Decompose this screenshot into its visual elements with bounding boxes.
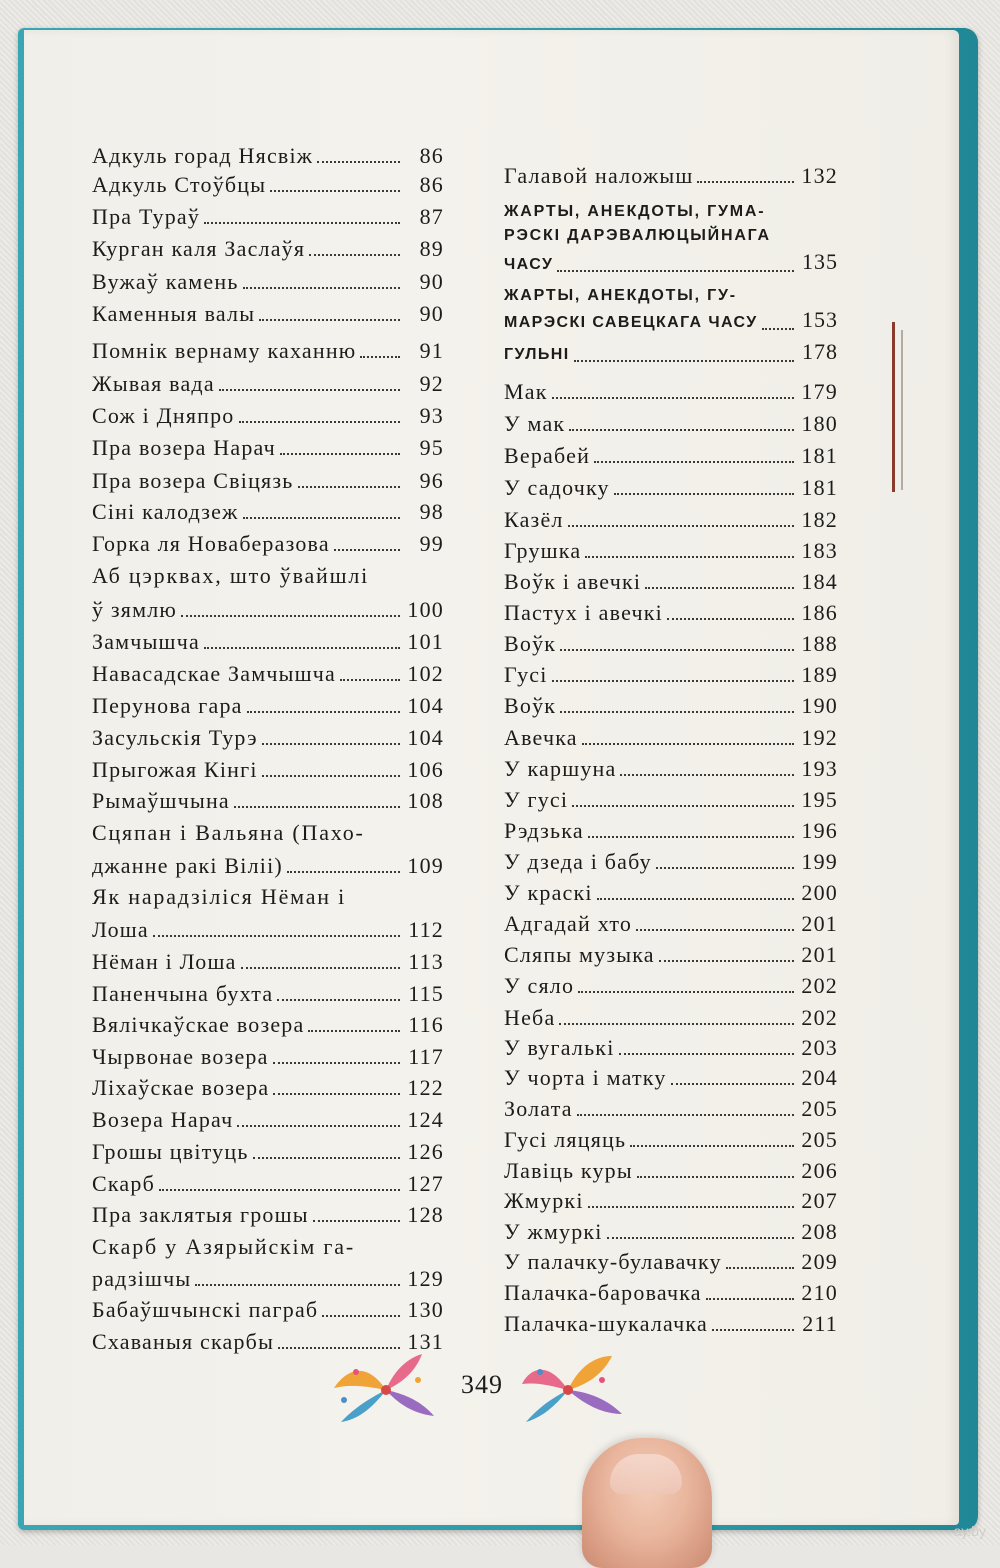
toc-entry-title: ЧАСУ [504,256,554,273]
dot-leader [697,181,794,183]
toc-page-number: 122 [407,1075,444,1100]
toc-entry-title: У мак [504,411,566,436]
toc-page-number: 90 [419,301,444,326]
dot-leader [578,991,794,993]
dot-leader [262,743,400,745]
toc-entry [504,848,838,876]
toc-entry [92,171,444,199]
toc-entry [92,916,444,944]
toc-page-number: 183 [801,538,838,563]
toc-entry-title: Замчышча [92,629,200,654]
toc-page-number: 206 [801,1158,838,1183]
dot-leader [637,1176,794,1178]
toc-entry [92,235,444,263]
dot-leader [219,389,400,391]
toc-page-number: 90 [419,269,444,294]
toc-entry [92,370,444,398]
toc-entry [92,434,444,462]
toc-entry [504,1126,838,1154]
dot-leader [159,1189,400,1191]
toc-entry-line [92,562,444,590]
toc-entry [504,474,838,502]
toc-page-number: 91 [419,338,444,363]
dot-leader [153,935,400,937]
toc-entry-title: Засульскія Турэ [92,725,258,750]
dot-leader [568,525,794,527]
dot-leader [308,1030,400,1032]
dot-leader [671,1083,794,1085]
toc-entry-title: ГУЛЬНІ [504,346,570,363]
toc-entry-title: У гусі [504,787,569,812]
toc-page-number: 202 [801,1005,838,1030]
toc-entry [504,630,838,658]
toc-entry-title: ў зямлю [92,597,178,622]
toc-page-number: 181 [801,443,838,468]
toc-entry [504,1004,838,1032]
toc-entry-title: У краскі [504,880,593,905]
dot-leader [278,1347,400,1349]
toc-entry-title: ЖАРТЫ, АНЕКДОТЫ, ГУ- [504,287,737,304]
toc-entry [504,1248,838,1276]
toc-entry-title: радзішчы [92,1266,192,1291]
toc-entry-title: Рымаўшчына [92,788,230,813]
toc-entry [92,402,444,430]
toc-entry [504,817,838,845]
toc-entry-title: Гусі ляцяць [504,1127,627,1152]
dot-leader [630,1145,794,1147]
toc-entry [504,1218,838,1246]
toc-entry-line [92,883,444,911]
dot-leader [656,867,794,869]
toc-page-number: 153 [802,307,838,332]
dot-leader [241,967,400,969]
dot-leader [572,805,794,807]
toc-page-number: 205 [801,1127,838,1152]
toc-entry-title: Лоша [92,917,149,942]
toc-entry [92,787,444,815]
toc-page-number: 180 [801,411,838,436]
toc-page-number: 195 [801,787,838,812]
toc-entry [92,498,444,526]
dot-leader [607,1237,794,1239]
toc-entry [92,1138,444,1166]
toc-entry [504,972,838,1000]
toc-page-number: 190 [801,693,838,718]
dot-leader [552,397,794,399]
toc-entry [504,941,838,969]
toc-entry [504,306,838,337]
dot-leader [588,1206,794,1208]
toc-page-number: 86 [419,172,444,197]
toc-page-number: 200 [801,880,838,905]
toc-page-number: 126 [407,1139,444,1164]
toc-entry-title: Скарб [92,1171,155,1196]
dot-leader [706,1298,794,1300]
toc-entry-title: МАРЭСКІ САВЕЦКАГА ЧАСУ [504,314,758,331]
toc-entry [504,506,838,534]
dot-leader [574,360,794,362]
toc-entry-title: ЖАРТЫ, АНЕКДОТЫ, ГУМА- [504,203,766,220]
dot-leader [298,486,401,488]
toc-entry-title: Жмуркі [504,1188,584,1213]
toc-page-number: 92 [419,371,444,396]
toc-page-number: 108 [407,788,444,813]
toc-entry [504,661,838,689]
toc-entry-title: У каршуна [504,756,617,781]
toc-page-number: 112 [408,917,444,942]
folk-ornament-left [326,1350,446,1430]
dot-leader [259,319,400,321]
toc-entry [92,756,444,784]
toc-page-number: 89 [419,236,444,261]
dot-leader [273,1062,400,1064]
toc-entry-line [504,222,838,250]
toc-page-number: 192 [801,725,838,750]
toc-entry [92,724,444,752]
toc-page-number: 184 [801,569,838,594]
toc-entry-title: Палачка-шукалачка [504,1311,708,1336]
toc-page-number: 117 [408,1044,444,1069]
toc-page-number: 104 [407,693,444,718]
toc-entry [504,1187,838,1215]
toc-entry-title: Палачка-баровачка [504,1280,702,1305]
dot-leader [588,836,794,838]
dot-leader [277,999,400,1001]
toc-entry-title: Курган каля Заслаўя [92,236,306,261]
dot-leader [204,222,400,224]
toc-entry-title: Ліхаўскае возера [92,1075,270,1100]
toc-page-number: 95 [419,435,444,460]
toc-entry [504,338,838,369]
dot-leader [273,1093,400,1095]
toc-page-number: 113 [408,949,444,974]
toc-entry-title: Сіні калодзеж [92,499,239,524]
dot-leader [557,270,794,272]
toc-entry-line [92,1233,444,1261]
toc-entry-title: Мак [504,379,548,404]
toc-entry-title: Адкуль горад Нясвіж [92,143,314,168]
toc-page-number: 204 [801,1065,838,1090]
toc-entry-title: Жывая вада [92,371,215,396]
watermark: ay.by [953,1523,986,1539]
toc-entry [504,724,838,752]
toc-entry [504,162,838,190]
dot-leader [234,806,400,808]
toc-page-number: 205 [801,1096,838,1121]
toc-page-number: 124 [407,1107,444,1132]
dot-leader [582,743,794,745]
toc-page-number: 186 [801,600,838,625]
toc-page-number: 130 [407,1297,444,1322]
toc-entry [504,537,838,565]
toc-page-number: 208 [801,1219,838,1244]
dot-leader [340,679,400,681]
toc-entry [92,467,444,495]
toc-entry [504,442,838,470]
toc-page-number: 209 [801,1249,838,1274]
page-block [24,30,950,1498]
toc-entry-title: Пра заклятыя грошы [92,1202,309,1227]
toc-entry [92,530,444,558]
toc-page-number: 116 [408,1012,444,1037]
toc-entry-title: У чорта і матку [504,1065,667,1090]
dot-leader [659,960,794,962]
toc-page-number: 201 [801,942,838,967]
toc-entry-title: Навасадскае Замчышча [92,661,336,686]
toc-entry-title: Грушка [504,538,582,563]
toc-entry-title: Нёман і Лоша [92,949,237,974]
toc-entry [504,786,838,814]
toc-page-number: 193 [801,756,838,781]
toc-entry-title: Сцяпан і Вальяна (Пахо- [92,820,365,845]
toc-entry [504,599,838,627]
dot-leader [560,711,794,713]
toc-entry-line [92,819,444,847]
toc-entry-title: У вугалькі [504,1035,615,1060]
toc-entry-title: Схаваныя скарбы [92,1329,275,1354]
toc-entry-title: Сляпы музыка [504,942,655,967]
toc-page-number: 179 [801,379,838,404]
book-page [24,30,959,1525]
toc-page-number: 87 [419,204,444,229]
dot-leader [620,774,794,776]
toc-entry [92,628,444,656]
dot-leader [195,1284,400,1286]
toc-entry [504,692,838,720]
toc-page-number: 93 [419,403,444,428]
toc-entry-title: Казёл [504,507,564,532]
dot-leader [334,549,400,551]
dot-leader [577,1114,794,1116]
toc-entry-title: Адкуль Стоўбцы [92,172,267,197]
toc-entry-title: Рэдзька [504,818,584,843]
toc-entry-title: джанне ракі Віліі) [92,853,283,878]
toc-page-number: 203 [801,1035,838,1060]
toc-page-number: 202 [801,973,838,998]
toc-entry [92,300,444,328]
toc-entry [504,910,838,938]
toc-entry [92,596,444,624]
toc-entry [504,410,838,438]
toc-entry [504,248,838,279]
dot-leader [287,871,400,873]
dot-leader [239,421,400,423]
toc-entry-title: У жмуркі [504,1219,603,1244]
toc-page-number: 109 [407,853,444,878]
dot-leader [594,461,794,463]
toc-page-number: 207 [801,1188,838,1213]
toc-entry-title: Золата [504,1096,573,1121]
toc-page-number: 181 [801,475,838,500]
toc-entry [92,852,444,880]
toc-page-number: 100 [407,597,444,622]
dot-leader [726,1267,794,1269]
dot-leader [597,898,794,900]
toc-entry-title: Вужаў камень [92,269,239,294]
toc-entry [504,1157,838,1185]
toc-entry [92,1074,444,1102]
toc-page-number: 96 [419,468,444,493]
toc-entry [504,1279,838,1307]
toc-page-number: 131 [407,1329,444,1354]
toc-entry-title: Лавіць куры [504,1158,633,1183]
toc-entry-title: Адгадай хто [504,911,633,936]
toc-page-number: 199 [801,849,838,874]
toc-entry-title: Пра возера Свіцязь [92,468,294,493]
toc-entry-title: Грошы цвітуць [92,1139,249,1164]
toc-entry-title: Воўк і авечкі [504,569,642,594]
dot-leader [243,517,400,519]
toc-entry-title: Помнік вернаму каханню [92,338,357,363]
toc-page-number: 188 [801,631,838,656]
toc-page-number: 132 [801,163,838,188]
dot-leader [247,711,400,713]
dot-leader [270,190,400,192]
toc-entry [504,1034,838,1062]
toc-entry [504,1064,838,1092]
toc-entry-title: Як нарадзіліся Нёман і [92,884,347,909]
toc-entry [92,142,444,170]
toc-page-number: 211 [802,1311,838,1336]
dot-leader [614,493,794,495]
dot-leader [237,1125,400,1127]
dot-leader [360,356,400,358]
toc-entry-title: Перунова гара [92,693,243,718]
dot-leader [313,1220,400,1222]
toc-page-number: 86 [419,143,444,168]
toc-entry-title: Вялічкаўскае возера [92,1012,305,1037]
toc-page-number: 201 [801,911,838,936]
toc-entry [92,980,444,1008]
folk-ornament-right [518,1350,628,1430]
toc-page-number: 182 [801,507,838,532]
page-number: 349 [461,1370,503,1399]
toc-entry [92,1296,444,1324]
dot-leader [619,1053,794,1055]
bleed-through-stripe [892,322,895,492]
toc-entry [504,879,838,907]
toc-page-number: 127 [407,1171,444,1196]
dot-leader [636,929,794,931]
toc-page-number: 210 [801,1280,838,1305]
toc-entry [92,948,444,976]
toc-entry-title: РЭСКІ ДАРЭВАЛЮЦЫЙНАГА [504,227,771,244]
toc-entry-title: Пастух і авечкі [504,600,663,625]
dot-leader [253,1157,400,1159]
toc-entry-title: Бабаўшчынскі паграб [92,1297,319,1322]
toc-entry [92,1106,444,1134]
dot-leader [317,161,400,163]
dot-leader [569,429,794,431]
toc-page-number: 128 [407,1202,444,1227]
toc-entry [92,1043,444,1071]
dot-leader [552,680,794,682]
toc-entry-title: Прыгожая Кінгі [92,757,258,782]
toc-entry [504,1310,838,1338]
dot-leader [204,647,400,649]
toc-entry [504,568,838,596]
dot-leader [712,1329,794,1331]
toc-entry-title: Воўк [504,631,557,656]
toc-entry-title: Верабей [504,443,591,468]
toc-entry [92,337,444,365]
toc-entry [92,268,444,296]
toc-entry-title: Галавой наложыш [504,163,694,188]
dot-leader [181,615,400,617]
toc-entry-title: У дзеда і бабу [504,849,652,874]
toc-page-number: 189 [801,662,838,687]
toc-page-number: 99 [419,531,444,556]
toc-page-number: 98 [419,499,444,524]
toc-entry-title: Воўк [504,693,557,718]
dot-leader [243,287,400,289]
toc-entry-title: Аб цэрквах, што ўвайшлі [92,563,370,588]
dot-leader [667,618,794,620]
dot-leader [560,649,794,651]
toc-page-number: 104 [407,725,444,750]
dot-leader [585,556,794,558]
toc-entry [504,1095,838,1123]
toc-page-number: 101 [407,629,444,654]
toc-page-number: 129 [407,1266,444,1291]
toc-entry-title: Каменныя валы [92,301,256,326]
toc-entry [92,1265,444,1293]
toc-entry-title: Гусі [504,662,548,687]
toc-entry-title: Скарб у Азярыйскім га- [92,1234,355,1259]
toc-entry [92,1170,444,1198]
toc-page-number: 102 [407,661,444,686]
dot-leader [559,1023,794,1025]
toc-entry-title: Горка ля Новаберазова [92,531,330,556]
toc-entry [504,378,838,406]
dot-leader [262,775,400,777]
toc-entry-title: У сяло [504,973,575,998]
toc-entry-title: Чырвонае возера [92,1044,269,1069]
toc-entry-title: Авечка [504,725,578,750]
toc-entry-title: Возера Нарач [92,1107,234,1132]
toc-page-number: 196 [801,818,838,843]
toc-entry [92,660,444,688]
thumbnail-nail [610,1454,682,1494]
toc-entry [92,203,444,231]
toc-page-number: 178 [802,339,838,364]
dot-leader [280,453,400,455]
toc-entry-title: Неба [504,1005,556,1030]
toc-entry-title: У палачку-булавачку [504,1249,722,1274]
toc-page-number: 135 [802,249,838,274]
toc-entry-title: Паненчына бухта [92,981,274,1006]
toc-entry [504,755,838,783]
dot-leader [309,254,400,256]
toc-entry [92,1201,444,1229]
toc-entry-title: Сож і Дняпро [92,403,235,428]
toc-entry-title: У садочку [504,475,610,500]
dot-leader [322,1315,400,1317]
thumb [582,1438,712,1568]
dot-leader [645,587,794,589]
toc-entry-title: Пра возера Нарач [92,435,276,460]
toc-entry [92,1011,444,1039]
toc-page-number: 115 [408,981,444,1006]
toc-entry-title: Пра Тураў [92,204,201,229]
toc-entry [92,692,444,720]
dot-leader [762,328,794,330]
bleed-through-stripe [901,330,903,490]
toc-page-number: 106 [407,757,444,782]
